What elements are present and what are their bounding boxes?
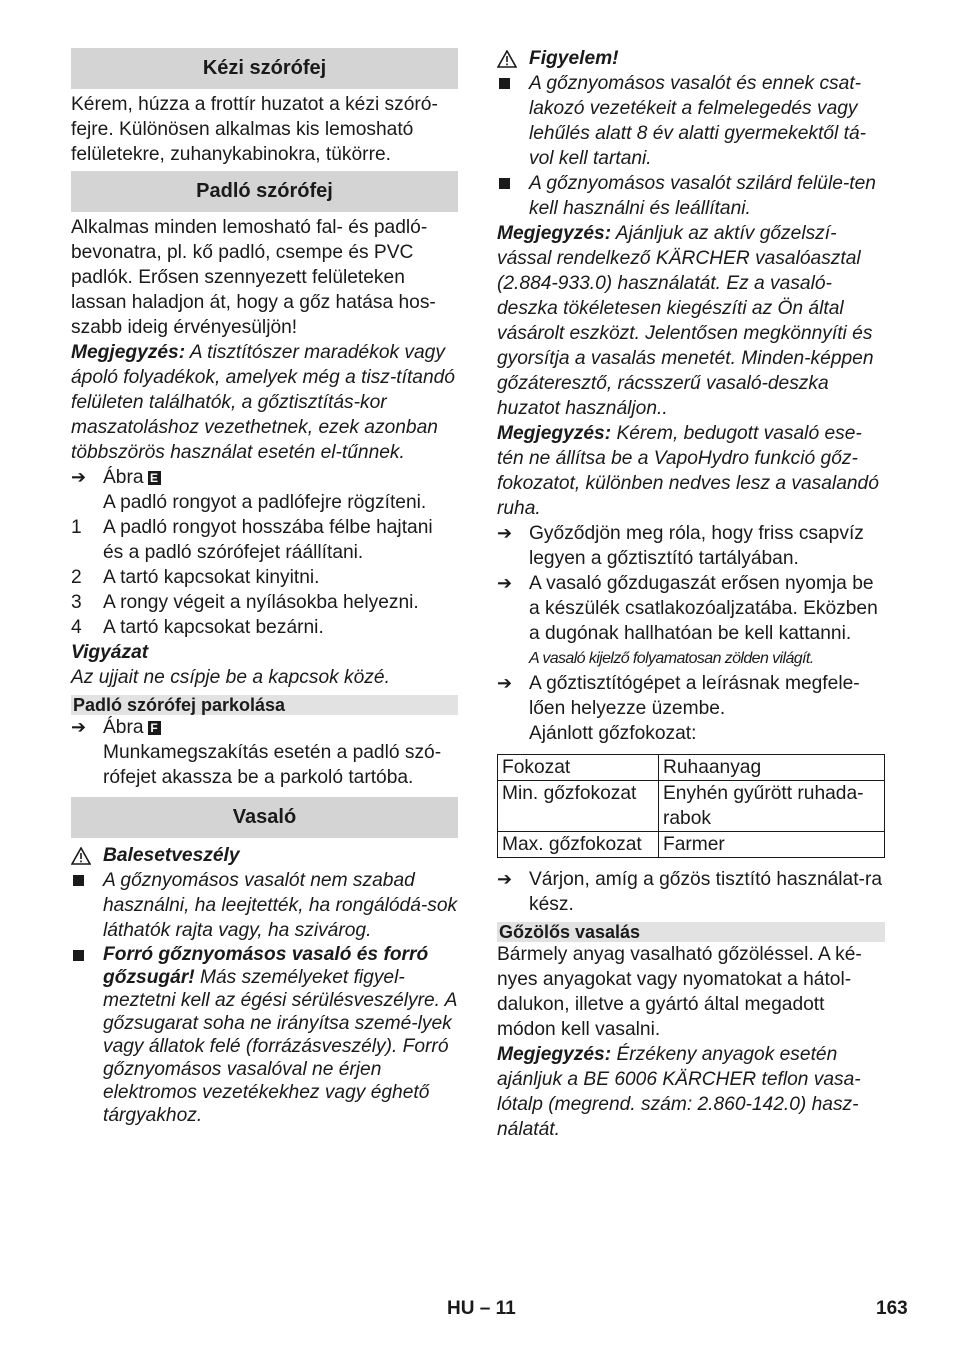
- bullet-item: [71, 868, 458, 943]
- abra-label: Ábra: [103, 717, 144, 738]
- footer-section-label: HU – 11: [447, 1298, 516, 1319]
- note-text: Érzékeny anyagok esetén ajánljuk a BE 6006 KÄRCHER teflon vasa-lótalp (megrend. szám: 2.860-142.0) hasz-nálatát.: [497, 1044, 861, 1140]
- table-cell: Enyhén gyűrött ruhada-rabok: [659, 781, 885, 832]
- bullet-item: [497, 171, 885, 221]
- square-bullet-icon: [73, 875, 84, 886]
- step-text: A rongy végeit a nyílásokba helyezni.: [103, 592, 419, 613]
- arrow-right-icon: ➔: [497, 523, 513, 543]
- table-row: [498, 781, 885, 832]
- bullet-text: A gőznyomásos vasalót és ennek csat-lakozó vezetékeit a felmelegedés vagy lehűlés alatt 8 év alatti gyermekektől tá-vol kell tartani.: [529, 73, 867, 169]
- result-row: [497, 646, 885, 671]
- figure-e-text: A padló rongyot a padlófejre rögzíteni.: [103, 492, 427, 513]
- result-text: A vasaló kijelző folyamatosan zölden világít.: [529, 650, 814, 667]
- step-row: [71, 615, 458, 640]
- left-column: [71, 48, 458, 1127]
- arrow-item: [497, 671, 885, 721]
- step-number: 3: [71, 592, 82, 613]
- arrow-text: Győződjön meg róla, hogy friss csapvíz legyen a gőztisztító tartályában.: [529, 523, 864, 569]
- warning-figyelem: [497, 46, 885, 71]
- arrow-sub-text: Ajánlott gőzfokozat:: [529, 723, 697, 744]
- figure-ref-e: [71, 465, 458, 490]
- arrow-text: A vasaló gőzdugaszát erősen nyomja be a készülék csatlakozóaljzatába. Eközben a dugónak hallhatóan be kell kattanni.: [529, 573, 878, 644]
- arrow-right-icon: ➔: [497, 869, 513, 889]
- bullet-item: [71, 943, 458, 1127]
- warning-title: Figyelem!: [529, 48, 619, 69]
- arrow-text: A gőztisztítógépet a leírásnak megfele-lően helyezze üzembe.: [529, 673, 860, 719]
- abra-label: Ábra: [103, 467, 144, 488]
- note-paragraph: [497, 221, 885, 421]
- arrow-sub-row: [497, 721, 885, 746]
- page-number: 163: [876, 1298, 908, 1319]
- section-title-vasalo: Vasaló: [71, 797, 458, 838]
- section-title-padlo: Padló szórófej: [71, 171, 458, 212]
- kezi-text: Kérem, húzza a frottír huzatot a kézi szóró-fejre. Különösen alkalmas kis lemosható felületekre, zuhanykabinokra, tükörre.: [71, 94, 438, 165]
- bullet-text: Más személyeket figyel-meztetni kell az égési sérülésveszélyre. A gőzsugarat soha ne irányítsa szemé-lyek vagy állatok felé (forrázásveszély). Forró gőznyomásos vasalóval ne érjen elektromos vezetékekhez vagy éghető tárgyakhoz.: [103, 967, 457, 1126]
- arrow-right-icon: ➔: [497, 673, 513, 693]
- note-text: Kérem, bedugott vasaló ese-tén ne állítsa be a VapoHydro funkció gőz-fokozatot, különben nedves lesz a vasalandó ruha.: [497, 423, 879, 519]
- arrow-text: Várjon, amíg a gőzös tisztító használat-ra kész.: [529, 869, 883, 915]
- subsection-title-parking: Padló szórófej parkolása: [71, 695, 458, 715]
- step-number: 4: [71, 617, 82, 638]
- note-text: A tisztítószer maradékok vagy ápoló folyadékok, amelyek még a tisz-títandó felületen találhatók, a gőztisztítás-kor maszatoláshoz vezethetnek, ezek azonban többszörös használat esetén el-tűnnek.: [71, 342, 455, 463]
- figure-ref-f: [71, 715, 458, 740]
- arrow-right-icon: ➔: [71, 467, 87, 487]
- subsection-title-steam: Gőzölős vasalás: [497, 922, 885, 942]
- figure-letter-f: F: [148, 721, 161, 735]
- vigyazat-text: Az ujjait ne csípje be a kapcsok közé.: [71, 667, 390, 688]
- step-row: [71, 590, 458, 615]
- step-row: [71, 565, 458, 590]
- square-bullet-icon: [73, 950, 84, 961]
- note-paragraph: [497, 421, 885, 521]
- note-text: Ajánljuk az aktív gőzelszí-vással rendelkező KÄRCHER vasalóasztal (2.884-933.0) használatát. Ez a vasaló-deszka tökéletesen kiegészíti az Ön által vásárolt eszközt. Jelentősen megkönnyíti és gyorsítja a vasalás menetét. Minden-képpen gőzáteresztő, rácsszerű vasaló-deszka huzatot használjon..: [497, 223, 874, 419]
- bullet-text: A gőznyomásos vasalót szilárd felüle-ten kell használni és leállítani.: [529, 173, 876, 219]
- parking-text: Munkamegszakítás esetén a padló szó-rófejet akassza be a parkoló tartóba.: [103, 742, 442, 788]
- note-paragraph: [497, 1042, 885, 1142]
- arrow-item: [497, 521, 885, 571]
- table-cell: Min. gőzfokozat: [498, 781, 659, 832]
- arrow-item: [497, 571, 885, 646]
- step-text: A tartó kapcsokat bezárni.: [103, 617, 324, 638]
- note-label: Megjegyzés:: [497, 423, 612, 444]
- padlo-text: Alkalmas minden lemosható fal- és padló-bevonatra, pl. kő padló, csempe és PVC padlók. Erősen szennyezett felületeken lassan haladjon át, hogy a gőz hatása hos-szabb ideig érvényesüljön!: [71, 217, 436, 338]
- step-row: [71, 515, 458, 565]
- section-title-kezi: Kézi szórófej: [71, 48, 458, 89]
- table-header-cell: Ruhaanyag: [659, 755, 885, 781]
- right-column: [497, 46, 885, 1142]
- step-text: A tartó kapcsokat kinyitni.: [103, 567, 320, 588]
- warning-title: Balesetveszély: [103, 845, 240, 866]
- step-number: 1: [71, 517, 82, 538]
- bullet-text: A gőznyomásos vasalót nem szabad használni, ha leejtették, ha rongálódá-sok láthatók rajta vagy, ha szivárog.: [103, 870, 458, 941]
- note-label: Megjegyzés:: [71, 342, 186, 363]
- step-number: 2: [71, 567, 82, 588]
- table-header-row: [498, 755, 885, 781]
- arrow-item: [497, 867, 885, 917]
- table-cell: Max. gőzfokozat: [498, 832, 659, 858]
- square-bullet-icon: [499, 178, 510, 189]
- note-label: Megjegyzés:: [497, 223, 612, 244]
- figure-letter-e: E: [148, 471, 161, 485]
- arrow-right-icon: ➔: [497, 573, 513, 593]
- table-row: [498, 832, 885, 858]
- bullet-bold-text: Forró gőznyomásos vasaló és forró gőzsugár!: [103, 944, 429, 988]
- steam-level-table: [497, 754, 885, 858]
- figure-e-text-row: [71, 490, 458, 515]
- note-label: Megjegyzés:: [497, 1044, 612, 1065]
- bullet-item: [497, 71, 885, 171]
- table-cell: Farmer: [659, 832, 885, 858]
- warning-triangle-icon: [497, 50, 529, 68]
- warning-balesetveszely: [71, 843, 458, 868]
- step-text: A padló rongyot hosszába félbe hajtani és a padló szórófejet ráállítani.: [103, 517, 433, 563]
- note-paragraph: [71, 340, 458, 465]
- arrow-right-icon: ➔: [71, 717, 87, 737]
- square-bullet-icon: [499, 78, 510, 89]
- vigyazat-title: Vigyázat: [71, 642, 149, 663]
- warning-triangle-icon: [71, 847, 103, 865]
- parking-text-row: [71, 740, 458, 790]
- steam-text: Bármely anyag vasalható gőzöléssel. A ké-nyes anyagokat vagy nyomatokat a hátol-dalukon, illetve a gyártó által megadott módon kell vasalni.: [497, 944, 862, 1040]
- table-header-cell: Fokozat: [498, 755, 659, 781]
